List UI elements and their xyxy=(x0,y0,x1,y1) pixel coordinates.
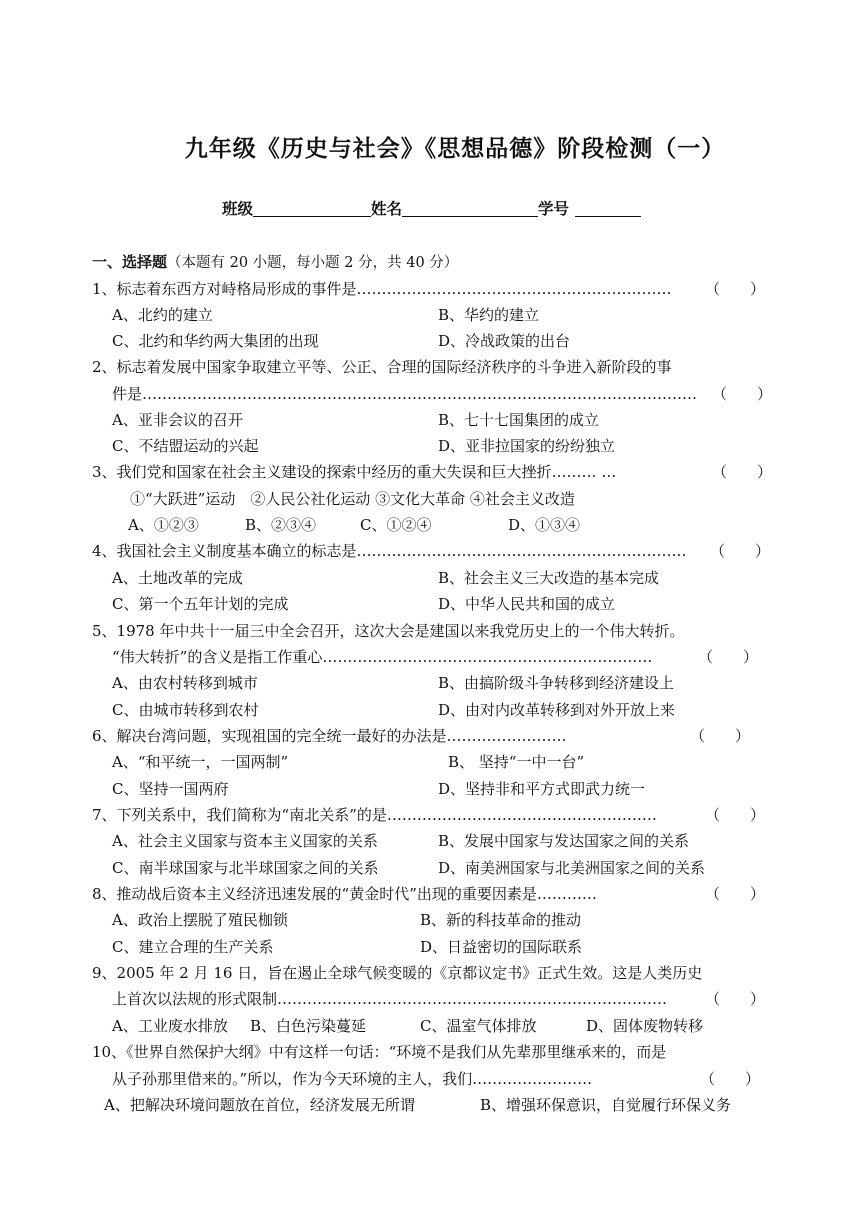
question-3-option-b: B、②③④ xyxy=(245,516,317,534)
question-7-option-d: D、南美洲国家与北美洲国家之间的关系 xyxy=(438,859,706,877)
question-10-option-b: B、增强环保意识，自觉履行环保义务 xyxy=(480,1096,732,1114)
question-5-stem-cont: “伟大转折”的含义是指工作重心………………………………………………………… xyxy=(112,648,653,666)
question-3-items: ①“大跃进”运动 ②人民公社化运动 ③文化大革命 ④社会主义改造 xyxy=(130,490,575,508)
question-2-option-b: B、七十七国集团的成立 xyxy=(438,411,600,429)
question-10-answer[interactable]: （ ） xyxy=(700,1070,761,1088)
question-2-option-a: A、亚非会议的召开 xyxy=(112,411,243,429)
question-7-answer[interactable]: （ ） xyxy=(705,806,766,824)
question-9-option-d: D、固体废物转移 xyxy=(586,1017,704,1035)
question-6-option-c: C、坚持一国两府 xyxy=(112,780,229,798)
question-2-stem: 2、标志着发展中国家争取建立平等、公正、合理的国际经济秩序的斗争进入新阶段的事 xyxy=(92,358,672,376)
question-10-stem-cont: 从子孙那里借来的。”所以，作为今天环境的主人，我们…………………… xyxy=(112,1070,593,1088)
question-4-option-a: A、土地改革的完成 xyxy=(112,569,243,587)
question-3-option-a: A、①②③ xyxy=(128,516,199,534)
question-2-option-c: C、不结盟运动的兴起 xyxy=(112,437,259,455)
question-6-answer[interactable]: （ ） xyxy=(690,727,751,745)
question-3-option-c: C、①②④ xyxy=(360,516,432,534)
question-1-option-c: C、北约和华约两大集团的出现 xyxy=(112,332,319,350)
question-8-option-b: B、新的科技革命的推动 xyxy=(420,911,582,929)
question-10-option-a: A、把解决环境问题放在首位，经济发展无所谓 xyxy=(104,1096,415,1114)
question-10-stem: 10、《世界自然保护大纲》中有这样一句话：“环境不是我们从先辈那里继承来的，而是 xyxy=(92,1043,667,1061)
question-4-option-c: C、第一个五年计划的完成 xyxy=(112,595,289,613)
question-3-option-d: D、①③④ xyxy=(508,516,581,534)
number-label: 学号 xyxy=(538,200,570,218)
section-heading: 一、选择题 xyxy=(92,253,168,271)
name-label: 姓名 xyxy=(371,200,403,218)
question-8-stem: 8、推动战后资本主义经济迅速发展的“黄金时代”出现的重要因素是………… xyxy=(92,885,597,903)
question-2-option-d: D、亚非拉国家的纷纷独立 xyxy=(438,437,616,455)
class-blank[interactable] xyxy=(253,201,371,217)
section-heading-line xyxy=(92,252,458,273)
question-6-option-d: D、坚持非和平方式即武力统一 xyxy=(438,780,646,798)
student-info-line xyxy=(222,197,641,219)
question-2-answer[interactable]: （ ） xyxy=(712,385,773,403)
question-3-stem: 3、我们党和国家在社会主义建设的探索中经历的重大失误和巨大挫折……… … xyxy=(92,463,617,481)
question-1-option-d: D、冷战政策的出台 xyxy=(438,332,571,350)
number-blank[interactable] xyxy=(575,201,641,217)
question-6-stem: 6、解决台湾问题，实现祖国的完全统一最好的办法是…………………… xyxy=(92,727,567,745)
question-8-option-a: A、政治上摆脱了殖民枷锁 xyxy=(112,911,288,929)
question-7-option-b: B、发展中国家与发达国家之间的关系 xyxy=(438,832,690,850)
question-5-stem: 5、1978 年中共十一届三中全会召开，这次大会是建国以来我党历史上的一个伟大转折。 xyxy=(92,622,685,640)
question-5-option-a: A、由农村转移到城市 xyxy=(112,674,258,692)
question-7-option-c: C、南半球国家与北半球国家之间的关系 xyxy=(112,859,379,877)
question-4-option-b: B、社会主义三大改造的基本完成 xyxy=(438,569,660,587)
question-5-option-d: D、由对内改革转移到对外开放上来 xyxy=(438,701,676,719)
question-1-option-a: A、北约的建立 xyxy=(112,306,213,324)
question-4-answer[interactable]: （ ） xyxy=(710,542,771,560)
question-8-option-c: C、建立合理的生产关系 xyxy=(112,938,274,956)
question-8-option-d: D、日益密切的国际联系 xyxy=(420,938,583,956)
question-9-option-a: A、工业废水排放 xyxy=(112,1017,228,1035)
question-1-option-b: B、华约的建立 xyxy=(438,306,540,324)
question-8-answer[interactable]: （ ） xyxy=(705,885,766,903)
question-5-option-c: C、由城市转移到农村 xyxy=(112,701,259,719)
question-3-answer[interactable]: （ ） xyxy=(712,463,773,481)
question-7-option-a: A、社会主义国家与资本主义国家的关系 xyxy=(112,832,378,850)
question-5-answer[interactable]: （ ） xyxy=(698,648,759,666)
question-9-stem-cont: 上首次以法规的形式限制…………………………………………………………………… xyxy=(112,990,668,1008)
class-label: 班级 xyxy=(222,200,254,218)
name-blank[interactable] xyxy=(402,201,538,217)
question-9-option-b: B、白色污染蔓延 xyxy=(250,1017,367,1035)
question-6-option-b: B、 坚持“一中一台” xyxy=(448,753,585,771)
section-note: （本题有 20 小题，每小题 2 分，共 40 分） xyxy=(167,255,459,271)
document-title: 九年级《历史与社会》《思想品德》阶段检测（一） xyxy=(184,136,726,162)
question-6-option-a: A、“和平统一，一国两制” xyxy=(112,753,289,771)
question-2-stem-cont: 件是………………………………………………………………………………………………… xyxy=(112,385,698,403)
question-5-option-b: B、由搞阶级斗争转移到经济建设上 xyxy=(438,674,675,692)
question-9-answer[interactable]: （ ） xyxy=(705,990,766,1008)
question-9-option-c: C、温室气体排放 xyxy=(420,1017,537,1035)
question-7-stem: 7、下列关系中，我们简称为“南北关系”的是……………………………………………… xyxy=(92,806,657,824)
question-1-answer[interactable]: （ ） xyxy=(705,280,766,298)
question-9-stem: 9、2005 年 2 月 16 日，旨在遏止全球气候变暖的《京都议定书》正式生效。这是人类历史 xyxy=(92,964,703,982)
question-4-option-d: D、中华人民共和国的成立 xyxy=(438,595,616,613)
question-4-stem: 4、我国社会主义制度基本确立的标志是………………………………………………………… xyxy=(92,542,687,560)
question-1-stem: 1、标志着东西方对峙格局形成的事件是……………………………………………………… xyxy=(92,280,672,298)
